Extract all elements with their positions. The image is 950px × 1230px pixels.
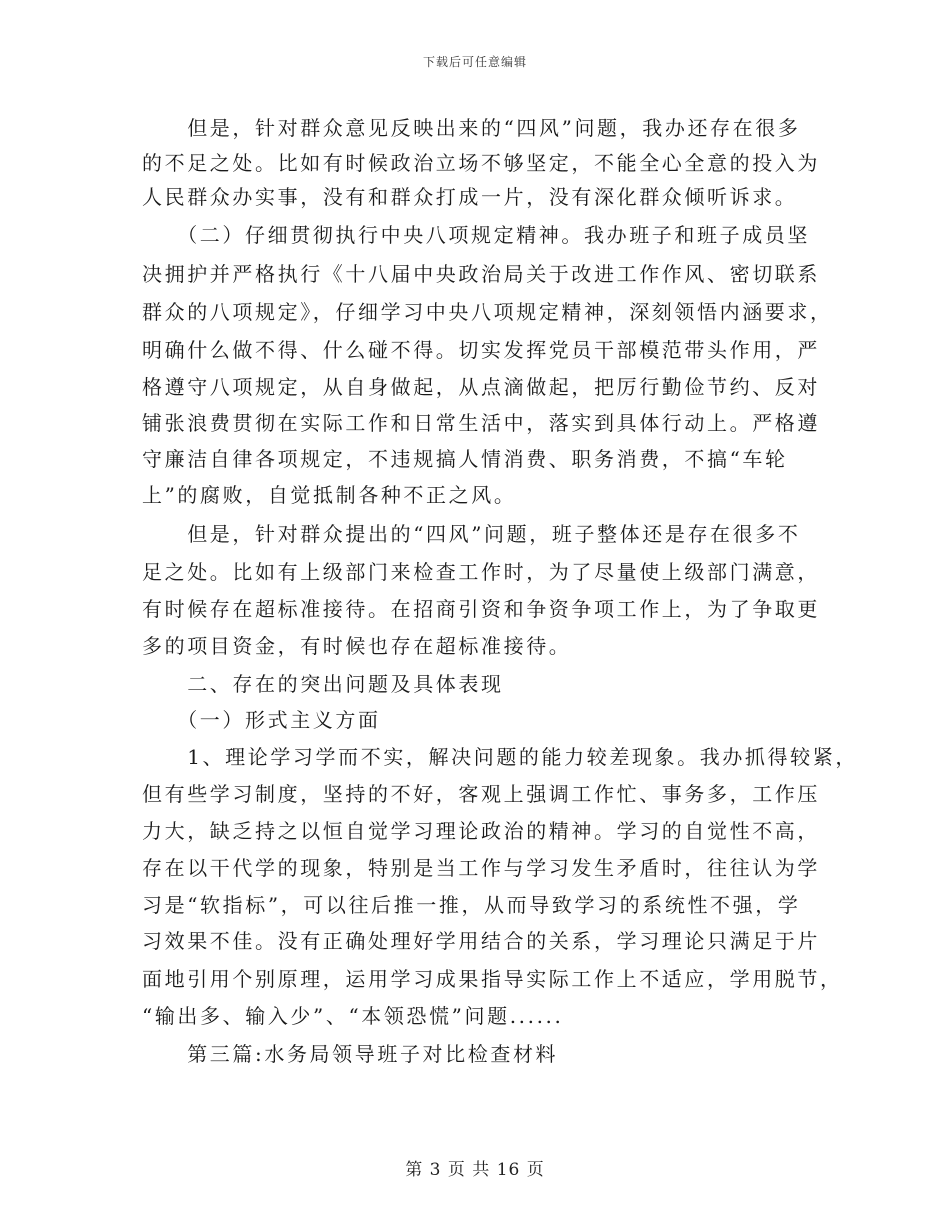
- body-line: 决拥护并严格执行《十八届中央政治局关于改进工作作风、密切联系: [142, 262, 820, 286]
- body-line: 面地引用个别原理，运用学习成果指导实际工作上不适应，学用脱节，: [142, 967, 843, 991]
- body-line: 多的项目资金，有时候也存在超标准接待。: [142, 634, 572, 658]
- body-line: 守廉洁自律各项规定，不违规搞人情消费、职务消费，不搞“车轮: [142, 447, 788, 471]
- body-line: 明确什么做不得、什么碰不得。切实发挥党员干部模范带头作用，严: [142, 338, 820, 362]
- body-line: 习是“软指标”，可以往后推一推，从而导致学习的系统性不强，学: [142, 893, 801, 917]
- body-line: 的不足之处。比如有时候政治立场不够坚定，不能全心全意的投入为: [142, 151, 820, 175]
- body-line: “输出多、输入少”、“本领恐慌”问题......: [142, 1004, 564, 1028]
- body-line: 格遵守八项规定，从自身做起，从点滴做起，把厉行勤俭节约、反对: [142, 375, 820, 399]
- body-line: 力大，缺乏持之以恒自觉学习理论政治的精神。学习的自觉性不高，: [142, 819, 820, 843]
- page-header: 下载后可任意编辑: [422, 55, 527, 69]
- body-line: 足之处。比如有上级部门来检查工作时，为了尽量使上级部门满意，: [142, 560, 820, 584]
- body-line: 上”的腐败，自觉抵制各种不正之风。: [142, 483, 517, 507]
- body-line: 习效果不佳。没有正确处理好学用结合的关系，学习理论只满足于片: [142, 929, 820, 953]
- body-line: 有时候存在超标准接待。在招商引资和争资争项工作上，为了争取更: [142, 597, 820, 621]
- body-line: 群众的八项规定》，仔细学习中央八项规定精神，深刻领悟内涵要求，: [142, 300, 833, 324]
- body-line: 但是，针对群众提出的“四风”问题，班子整体还是存在很多不: [142, 522, 801, 546]
- body-line: 铺张浪费贯彻在实际工作和日常生活中，落实到具体行动上。严格遵: [142, 411, 820, 435]
- body-line: 但是，针对群众意见反映出来的“四风”问题，我办还存在很多: [142, 116, 801, 140]
- subsection-heading: （一）形式主义方面: [142, 708, 381, 732]
- next-article-title: 第三篇:水务局领导班子对比检查材料: [142, 1042, 559, 1066]
- body-line: 存在以干代学的现象，特别是当工作与学习发生矛盾时，往往认为学: [142, 856, 820, 880]
- body-line: （二）仔细贯彻执行中央八项规定精神。我办班子和班子成员坚: [142, 223, 810, 247]
- section-heading: 二、存在的突出问题及具体表现: [142, 672, 504, 696]
- page-footer: 第 3 页 共 16 页: [405, 1160, 545, 1180]
- body-line: 人民群众办实事，没有和群众打成一片，没有深化群众倾听诉求。: [142, 185, 798, 209]
- body-line: 1、理论学习学而不实，解决问题的能力较差现象。我办抓得较紧，: [142, 745, 858, 769]
- body-line: 但有些学习制度，坚持的不好，客观上强调工作忙、事务多，工作压: [142, 782, 820, 806]
